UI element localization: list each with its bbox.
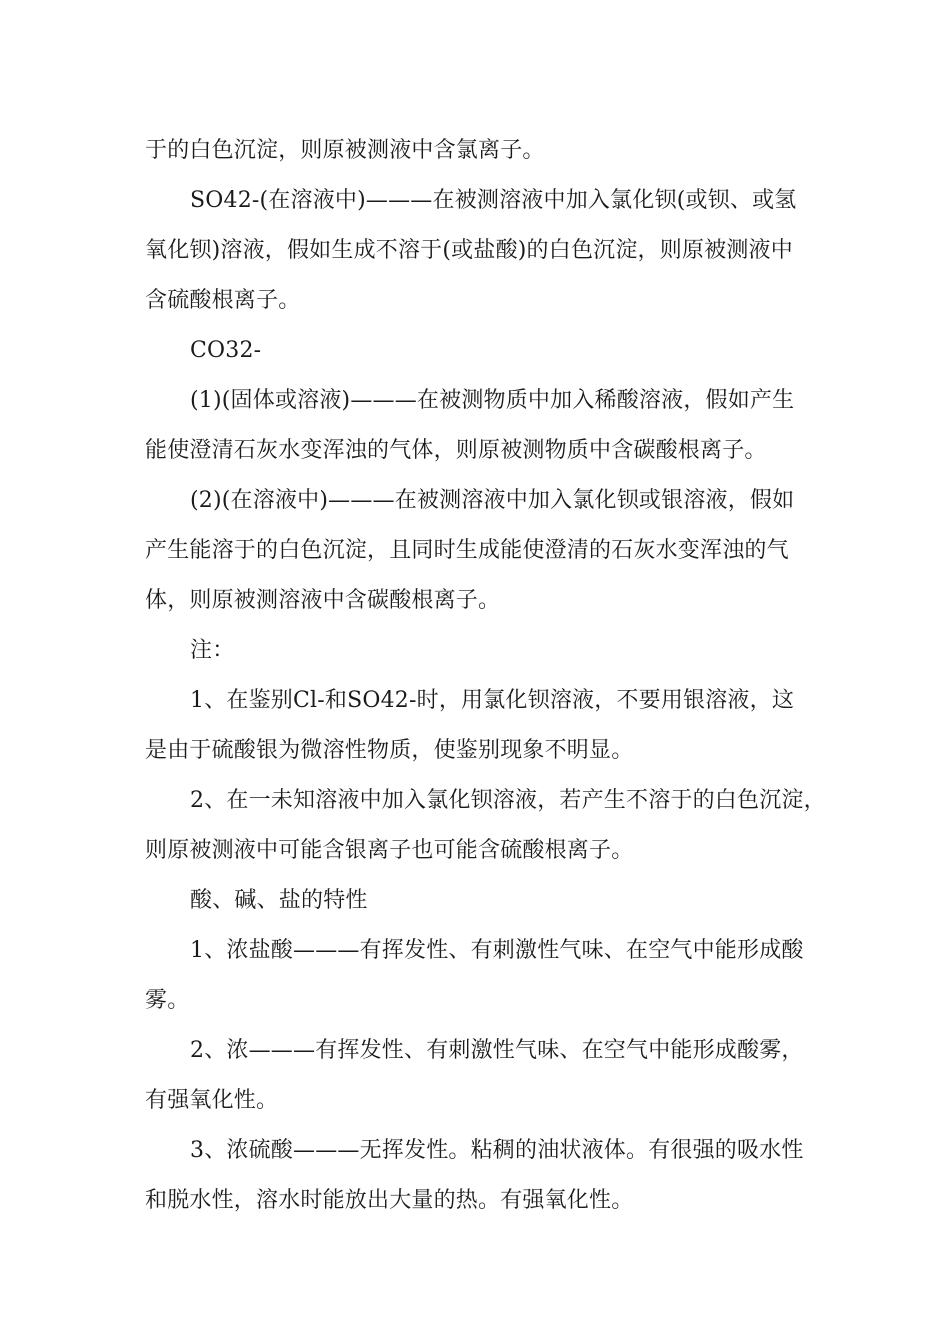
note-2-line-a: 2、在一未知溶液中加入氯化钡溶液，若产生不溶于的白色沉淀， — [190, 788, 826, 813]
property-2-line-b: 有强氧化性。 — [145, 1088, 279, 1113]
paragraph-line-sulfate-2: 氧化钡)溶液，假如生成不溶于(或盐酸)的白色沉淀，则原被测液中 — [145, 238, 793, 263]
section-heading-properties: 酸、碱、盐的特性 — [190, 888, 368, 913]
paragraph-line-carbonate-2b: 产生能溶于的白色沉淀，且同时生成能使澄清的石灰水变浑浊的气 — [145, 538, 789, 563]
property-3-line-b: 和脱水性，溶水时能放出大量的热。有强氧化性。 — [145, 1188, 634, 1213]
note-2-line-b: 则原被测液中可能含银离子也可能含硫酸根离子。 — [145, 838, 634, 863]
paragraph-line-carbonate-1b: 能使澄清石灰水变浑浊的气体，则原被测物质中含碳酸根离子。 — [145, 438, 767, 463]
paragraph-line-carbonate-2a: (2)(在溶液中)———在被测溶液中加入氯化钡或银溶液，假如 — [190, 488, 795, 513]
property-2-line-a: 2、浓———有挥发性、有刺激性气味、在空气中能形成酸雾， — [190, 1038, 804, 1063]
note-1-line-a: 1、在鉴别Cl-和SO42-时，用氯化钡溶液，不要用银溶液，这 — [190, 688, 795, 713]
paragraph-line-sulfate-3: 含硫酸根离子。 — [145, 288, 301, 313]
paragraph-line-carbonate-1a: (1)(固体或溶液)———在被测物质中加入稀酸溶液，假如产生 — [190, 388, 795, 413]
property-3-line-a: 3、浓硫酸———无挥发性。粘稠的油状液体。有很强的吸水性 — [190, 1138, 804, 1163]
note-heading: 注： — [190, 638, 235, 663]
note-1-line-b: 是由于硫酸银为微溶性物质，使鉴别现象不明显。 — [145, 738, 634, 763]
paragraph-line-chloride-end: 于的白色沉淀，则原被测液中含氯离子。 — [145, 138, 545, 163]
section-heading-carbonate: CO32- — [190, 338, 262, 363]
property-1-line-a: 1、浓盐酸———有挥发性、有刺激性气味、在空气中能形成酸 — [190, 938, 804, 963]
property-1-line-b: 雾。 — [145, 988, 190, 1013]
paragraph-line-carbonate-2c: 体，则原被测溶液中含碳酸根离子。 — [145, 588, 501, 613]
paragraph-line-sulfate-1: SO42-(在溶液中)———在被测溶液中加入氯化钡(或钡、或氢 — [190, 188, 797, 213]
